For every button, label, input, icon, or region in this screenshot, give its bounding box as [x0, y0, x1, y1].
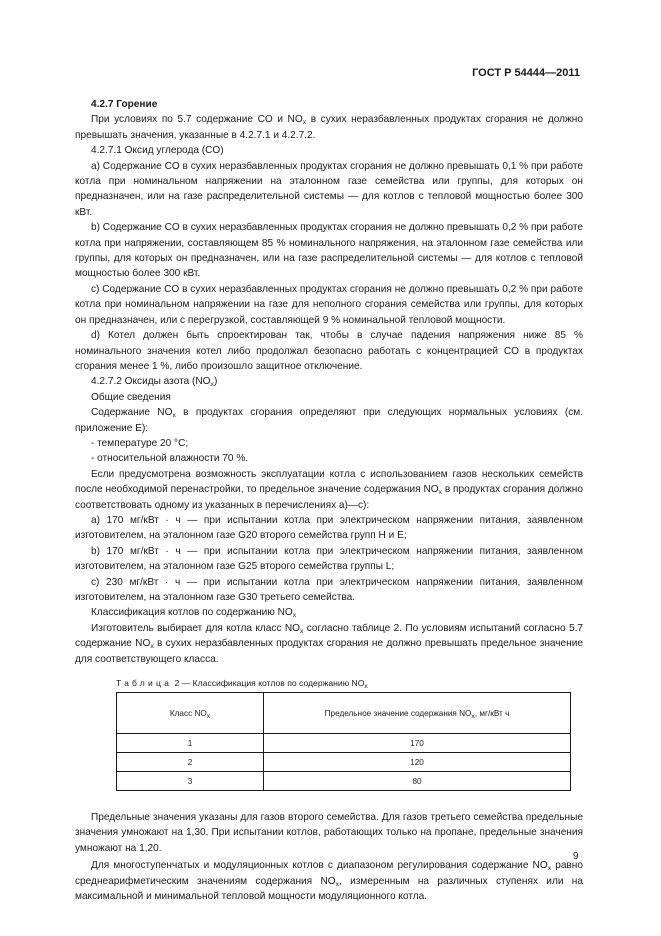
cell-limit: 170 [264, 734, 571, 753]
cell-limit: 120 [264, 753, 571, 772]
list-item-b: b) 170 мг/кВт · ч — при испытании котла при электрическом напряжении питания, заявленном изготовителем, на эталонном газе G25 второго семейства группы L; [75, 545, 583, 573]
list-item-b: b) Содержание CO в сухих неразбавленных продуктах сгорания не должно превышать 0,2 % при работе котла при напряжении, составляющем 85 % номинального напряжения, на эталонном газе семейства или группы, для которых он предназначен, или на газе распределительной системы — для котлов с тепловой мощностью более 300 кВт. [75, 222, 583, 280]
document-body [75, 97, 583, 904]
cell-class: 1 [117, 734, 264, 753]
nox-class-table [116, 692, 571, 791]
cell-class: 2 [117, 753, 264, 772]
document-header: ГОСТ Р 54444—2011 [472, 67, 580, 79]
paragraph: Изготовитель выбирает для котла класс $NO_x$ согласно таблице 2. По условиям испытаний согласно 5.7 содержание $NO_x$ в сухих неразбавленных продуктах сгорания не должно превышать предельное значение для соответствующего класса. [75, 622, 583, 665]
subsection-heading-4-2-7-2: 4.2.7.2 Оксиды азота $(NO_x)$ [91, 376, 218, 389]
page-number: 9 [573, 851, 579, 862]
table-row [117, 734, 571, 753]
list-item-a: a) 170 мг/кВт · ч — при испытании котла при электрическом напряжении питания, заявленном изготовителем, на эталонном газе G20 второго семейства групп Н и Е; [75, 514, 583, 542]
paragraph: Если предусмотрена возможность эксплуатации котла с использованием газов нескольких семейств после необходимой перенастройки, то предельное значение содержания $NO_x$ в продуктах сгорания должно соответствовать одному из указанных в перечислениях а)—с): [75, 468, 583, 511]
paragraph-general: Общие сведения [91, 391, 171, 403]
section-heading-4-2-7: 4.2.7 Горение [91, 99, 158, 110]
column-header-limit: Предельное значение содержания $NO_x$, мг/кВт ч [264, 693, 571, 734]
paragraph: При условиях по 5.7 содержание CO и $NO_x$ в сухих неразбавленных продуктах сгорания не должно превышать значения, указанные в 4.2.7.1 и 4.2.7.2. [75, 114, 583, 141]
cell-class: 3 [117, 772, 264, 791]
table-row [117, 772, 571, 791]
paragraph: Предельные значения указаны для газов второго семейства. Для газов третьего семейства предельные значения умножают на 1,30. При испытании котлов, работающих только на пропане, предельные значения умножают на 1,20. [75, 812, 583, 854]
list-item-a: a) Содержание CO в сухих неразбавленных продуктах сгорания не должно превышать 0,1 % при работе котла при номинальном напряжении на эталонном газе семейства или группы, для которых он предназначен, или на газе распределительной системы — для котлов с тепловой мощностью более 300 кВт. [75, 160, 583, 218]
table-caption: Таблица 2 — Классификация котлов по содержанию $NO_x$ [116, 678, 368, 691]
paragraph: Для многоступенчатых и модуляционных котлов с диапазоном регулирования содержание $NO_x$ равно среднеарифметическим значениям содержания $NO_x$, измеренным на различных ступенях или на максимальной и минимальной тепловой мощности модуляционного котла. [75, 860, 583, 903]
list-item-c: c) 230 мг/кВт · ч — при испытании котла при электрическом напряжении питания, заявленном изготовителем, на эталонном газе G30 третьего семейства. [75, 576, 583, 603]
condition-temperature: - температуре 20 °C; [91, 437, 189, 449]
subsection-heading-4-2-7-1: 4.2.7.1 Оксид углерода (CO) [91, 145, 224, 157]
list-item-d: d) Котел должен быть спроектирован так, чтобы в случае падения напряжения ниже 85 % номинального значения котел либо продолжал безопасно работать с концентрацией CO в продуктах сгорания менее 1 %, либо произошло защитное отключение. [75, 330, 583, 372]
list-item-c: c) Содержание CO в сухих неразбавленных продуктах сгорания не должно превышать 0,2 % при работе котла при номинальном напряжении на газе для неполного сгорания семейства или группы, для которых он предназначен, или с перегрузкой, составляющей 9 % номинальной тепловой мощности. [75, 283, 583, 326]
condition-humidity: - относительной влажности 70 %. [91, 453, 249, 465]
paragraph: Содержание $NO_x$ в продуктах сгорания определяют при следующих нормальных условиях (см. приложение Е): [75, 407, 583, 434]
column-header-class: Класс $NO_x$ [117, 693, 264, 734]
table-row [117, 753, 571, 772]
table-header-row [117, 693, 571, 734]
cell-limit: 80 [264, 772, 571, 791]
post-table-section [75, 810, 583, 904]
classification-heading: Классификация котлов по содержанию $NO_x$ [91, 607, 297, 620]
